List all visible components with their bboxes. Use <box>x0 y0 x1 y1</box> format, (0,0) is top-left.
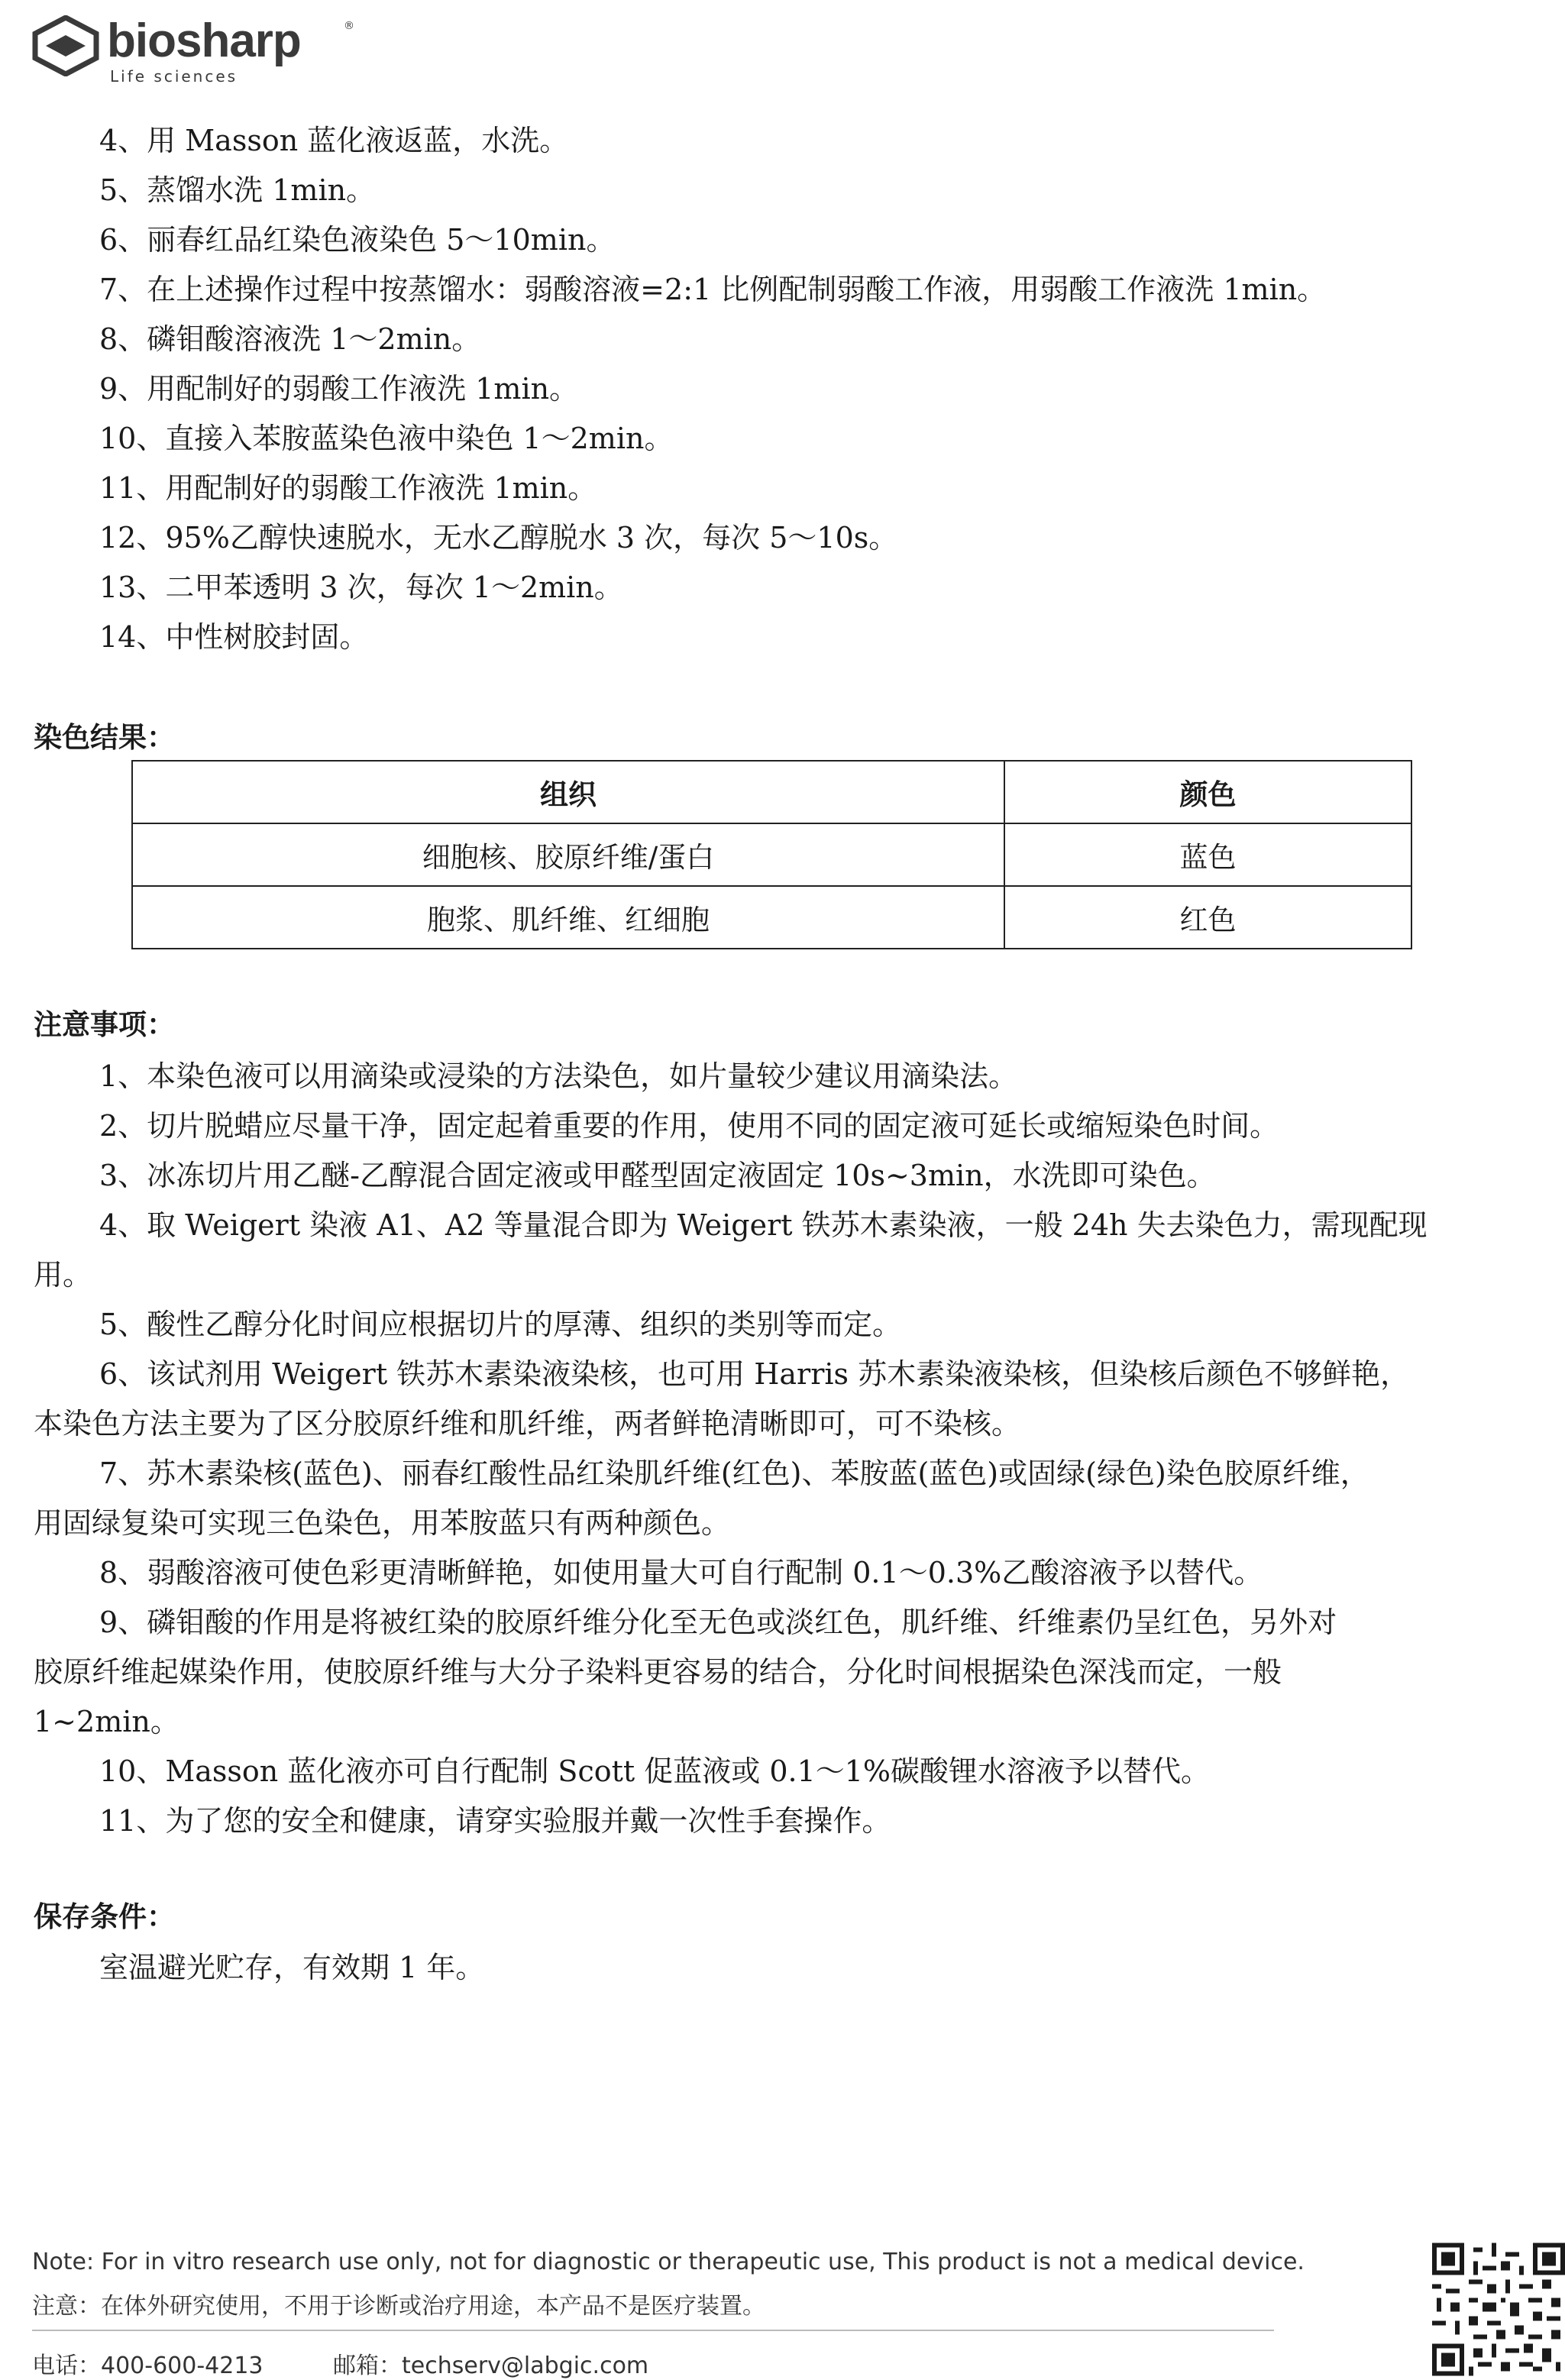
footer-email[interactable]: 邮箱：techserv@labgic.com <box>333 2353 649 2379</box>
brand-name: biosharp <box>107 15 301 67</box>
note-5: 5、酸性乙醇分化时间应根据切片的厚薄、组织的类别等而定。 <box>99 1308 902 1341</box>
registered-mark: ® <box>344 20 354 32</box>
footer-phone: 电话：400-600-4213 <box>32 2353 264 2379</box>
storage-heading: 保存条件： <box>34 1900 175 1933</box>
step-6: 6、丽春红品红染色液染色 5～10min。 <box>99 223 616 257</box>
note-7-continued: 用固绿复染可实现三色染色，用苯胺蓝只有两种颜色。 <box>34 1506 731 1540</box>
notes-heading: 注意事项： <box>34 1008 175 1041</box>
storage-text: 室温避光贮存，有效期 1 年。 <box>99 1951 485 1984</box>
step-13: 13、二甲苯透明 3 次，每次 1～2min。 <box>99 571 623 604</box>
step-8: 8、磷钼酸溶液洗 1～2min。 <box>99 322 481 356</box>
step-11: 11、用配制好的弱酸工作液洗 1min。 <box>99 471 597 505</box>
table-header-row <box>132 761 1411 823</box>
step-4: 4、用 Masson 蓝化液返蓝，水洗。 <box>99 124 569 157</box>
results-heading: 染色结果： <box>34 721 175 754</box>
note-6-continued: 本染色方法主要为了区分胶原纤维和肌纤维，两者鲜艳清晰即可，可不染核。 <box>34 1407 1021 1441</box>
note-9-continued-2: 1~2min。 <box>34 1705 179 1738</box>
table-row <box>132 886 1411 949</box>
step-7: 7、在上述操作过程中按蒸馏水：弱酸溶液=2:1 比例配制弱酸工作液，用弱酸工作液洗 1min。 <box>99 273 1327 306</box>
note-9: 9、磷钼酸的作用是将被红染的胶原纤维分化至无色或淡红色，肌纤维、纤维素仍呈红色，另外对 <box>99 1606 1337 1639</box>
brand-logo <box>31 15 354 86</box>
table-row <box>132 823 1411 886</box>
note-2: 2、切片脱蜡应尽量干净，固定起着重要的作用，使用不同的固定液可延长或缩短染色时间。 <box>99 1109 1279 1143</box>
note-6: 6、该试剂用 Weigert 铁苏木素染液染核，也可用 Harris 苏木素染液染核，但染核后颜色不够鲜艳， <box>99 1357 1410 1391</box>
note-4: 4、取 Weigert 染液 A1、A2 等量混合即为 Weigert 铁苏木素染液，一般 24h 失去染色力，需现配现 <box>99 1208 1428 1242</box>
step-10: 10、直接入苯胺蓝染色液中染色 1～2min。 <box>99 422 674 455</box>
table-cell: 细胞核、胶原纤维/蛋白 <box>132 823 1004 886</box>
column-header-tissue: 组织 <box>132 761 1004 823</box>
note-8: 8、弱酸溶液可使色彩更清晰鲜艳，如使用量大可自行配制 0.1～0.3%乙酸溶液予以替代。 <box>99 1556 1263 1589</box>
step-9: 9、用配制好的弱酸工作液洗 1min。 <box>99 372 579 406</box>
results-table <box>131 760 1412 949</box>
note-4-continued: 用。 <box>34 1258 92 1292</box>
note-3: 3、冰冻切片用乙醚-乙醇混合固定液或甲醛型固定液固定 10s~3min，水洗即可染色。 <box>99 1159 1216 1192</box>
brand-tagline: Life sciences <box>110 67 238 86</box>
table-cell: 红色 <box>1004 886 1411 949</box>
footer-divider <box>32 2330 1274 2331</box>
column-header-color: 颜色 <box>1004 761 1411 823</box>
note-10: 10、Masson 蓝化液亦可自行配制 Scott 促蓝液或 0.1～1%碳酸锂水溶液予以替代。 <box>99 1754 1211 1788</box>
step-12: 12、95%乙醇快速脱水，无水乙醇脱水 3 次，每次 5～10s。 <box>99 521 898 555</box>
qr-code-icon <box>1432 2239 1565 2379</box>
table-cell: 胞浆、肌纤维、红细胞 <box>132 886 1004 949</box>
step-5: 5、蒸馏水洗 1min。 <box>99 173 376 207</box>
note-1: 1、本染色液可以用滴染或浸染的方法染色，如片量较少建议用滴染法。 <box>99 1059 1018 1093</box>
step-14: 14、中性树胶封固。 <box>99 620 369 654</box>
note-11: 11、为了您的安全和健康，请穿实验服并戴一次性手套操作。 <box>99 1804 891 1838</box>
footer-note-en: Note: For in vitro research use only, not for diagnostic or therapeutic use, This product is not a medical device. <box>32 2249 1305 2275</box>
table-cell: 蓝色 <box>1004 823 1411 886</box>
footer-note-cn: 注意：在体外研究使用，不用于诊断或治疗用途，本产品不是医疗装置。 <box>32 2293 765 2320</box>
note-9-continued: 胶原纤维起媒染作用，使胶原纤维与大分子染料更容易的结合，分化时间根据染色深浅而定，一般 <box>34 1655 1282 1689</box>
note-7: 7、苏木素染核(蓝色)、丽春红酸性品红染肌纤维(红色)、苯胺蓝(蓝色)或固绿(绿色)染色胶原纤维， <box>99 1457 1369 1490</box>
biosharp-hexagon-icon <box>31 15 101 76</box>
